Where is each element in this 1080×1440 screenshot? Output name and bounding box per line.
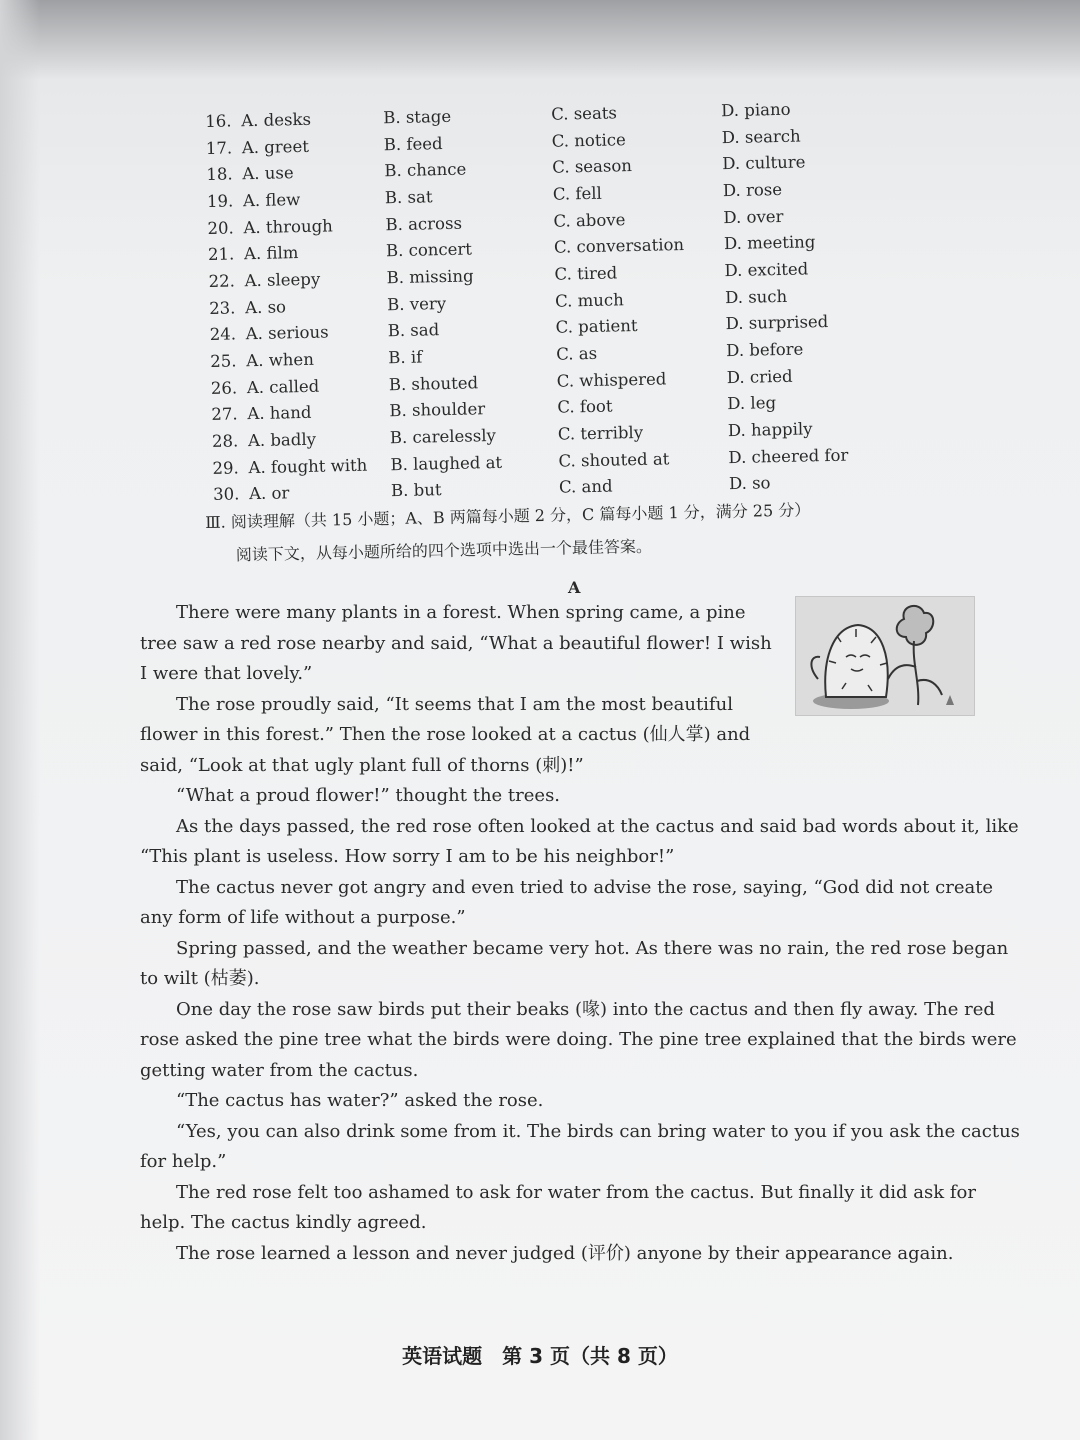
passage-paragraph: “Yes, you can also drink some from it. The birds can bring water to you if you ask the cactus for help.” (140, 1120, 1020, 1172)
passage-paragraph: The rose proudly said, “It seems that I am the most beautiful flower in this forest.” Then the rose looked at a cactus (仙人掌) and said, “Look at that ugly plant full of thorns (刺)!” (140, 693, 751, 776)
option-d: D. surprised (725, 312, 829, 334)
option-c: C. and (558, 477, 613, 498)
option-d: D. such (724, 286, 788, 307)
option-a: A. through (243, 215, 333, 237)
passage-paragraph: “The cactus has water?” asked the rose. (176, 1090, 544, 1111)
question-number: 30. (212, 484, 240, 505)
question-number: 16. (205, 111, 232, 131)
option-a: A. so (244, 297, 287, 317)
option-c: C. terribly (557, 422, 644, 444)
option-a: A. called (246, 376, 320, 397)
option-a: A. film (243, 243, 299, 264)
option-d: D. cried (726, 366, 793, 387)
option-c: C. season (552, 156, 633, 177)
question-number: 18. (206, 164, 233, 185)
option-b: B. laughed at (390, 452, 503, 474)
passage-paragraph: Spring passed, and the weather became very hot. As there was no rain, the red rose began to wilt (枯萎). (140, 937, 1009, 989)
option-a: A. sleepy (244, 269, 321, 291)
cloze-options-table (205, 94, 893, 508)
option-b: B. feed (383, 133, 443, 154)
option-d: D. before (725, 339, 804, 361)
passage-paragraph: One day the rose saw birds put their beaks (喙) into the cactus and then fly away. The red rose asked the pine tree what the birds were doing. The pine tree explained that the birds were getting water from the cactus. (140, 998, 1017, 1081)
option-b: B. across (385, 213, 463, 234)
option-d: D. happily (727, 419, 813, 441)
question-number: 19. (206, 191, 234, 211)
section-instruction: 阅读下文，从每小题所给的四个选项中选出一个最佳答案。 (235, 536, 653, 565)
page-footer: 英语试题 第 3 页（共 8 页） (402, 1344, 678, 1368)
option-c: C. conversation (553, 235, 685, 258)
option-a: A. or (248, 483, 290, 504)
passage-paragraph: The red rose felt too ashamed to ask for water from the cactus. But finally it did ask for help. The cactus kindly agreed. (140, 1181, 976, 1233)
question-number: 26. (210, 378, 238, 398)
passage-title: A (568, 578, 581, 597)
option-d: D. excited (724, 259, 809, 281)
option-d: D. leg (727, 393, 777, 414)
option-c: C. fell (552, 183, 603, 204)
option-b: B. sad (387, 320, 440, 341)
option-a: A. fought with (248, 455, 368, 477)
section-heading: Ⅲ. 阅读理解（共 15 小题；A、B 两篇每小题 2 分，C 篇每小题 1 分，满分 25 分） (205, 500, 811, 532)
paper-left-shadow (0, 0, 40, 1440)
option-c: C. whispered (556, 369, 667, 391)
option-c: C. above (553, 209, 626, 231)
option-b: B. shoulder (389, 399, 486, 421)
option-d: D. over (723, 206, 784, 227)
option-b: B. if (388, 347, 423, 368)
option-b: B. missing (386, 266, 474, 288)
question-number: 22. (208, 271, 236, 291)
question-number: 29. (212, 458, 239, 478)
option-a: A. when (246, 349, 315, 371)
option-b: B. concert (385, 239, 473, 261)
question-number: 20. (207, 218, 234, 238)
option-a: A. use (242, 163, 294, 184)
question-number: 17. (205, 137, 233, 158)
option-d: D. piano (720, 99, 791, 121)
option-c: C. tired (554, 263, 618, 284)
question-number: 27. (211, 404, 238, 425)
option-b: B. sat (384, 187, 433, 208)
option-a: A. hand (247, 403, 312, 424)
option-c: C. patient (555, 316, 638, 338)
option-b: B. but (390, 480, 442, 501)
passage-paragraph: “What a proud flower!” thought the trees. (176, 785, 561, 806)
question-number: 21. (207, 244, 235, 265)
option-c: C. shouted at (558, 449, 670, 471)
option-d: D. cheered for (728, 445, 849, 467)
option-b: B. stage (383, 106, 452, 128)
option-b: B. carelessly (389, 426, 497, 448)
option-c: C. much (554, 289, 624, 311)
option-a: A. greet (241, 136, 310, 157)
option-b: B. very (386, 293, 447, 314)
question-number: 23. (208, 298, 236, 318)
option-d: D. culture (722, 152, 806, 174)
option-d: D. so (728, 473, 771, 494)
option-c: C. foot (557, 396, 613, 418)
passage-paragraph: There were many plants in a forest. When spring came, a pine tree saw a red rose nearby and said, “What a beautiful flower! I wish I were that lovely.” (140, 602, 772, 684)
passage-paragraph: The cactus never got angry and even tried to advise the rose, saying, “God did not create any form of life without a purpose.” (140, 876, 994, 928)
option-d: D. rose (722, 179, 783, 201)
option-d: D. meeting (723, 232, 816, 254)
passage-paragraph: As the days passed, the red rose often looked at the cactus and said bad words about it, like “This plant is useless. How sorry I am to be his neighbor!” (140, 815, 1019, 867)
option-b: B. chance (384, 159, 467, 181)
passage-paragraph: The rose learned a lesson and never judged (评价) anyone by their appearance again. (176, 1242, 954, 1264)
option-a: A. serious (245, 322, 329, 344)
paper-top-shadow (0, 0, 1080, 80)
reading-passage-a (140, 598, 1020, 1269)
option-a: A. flew (242, 189, 301, 211)
option-a: A. badly (247, 429, 317, 451)
question-number: 28. (211, 431, 239, 452)
option-a: A. desks (241, 109, 312, 131)
question-number: 25. (210, 351, 237, 371)
option-b: B. shouted (388, 373, 479, 394)
question-number: 24. (209, 324, 237, 345)
option-c: C. notice (551, 129, 626, 151)
option-c: C. seats (551, 103, 618, 124)
option-d: D. search (721, 126, 801, 147)
option-c: C. as (556, 343, 598, 364)
